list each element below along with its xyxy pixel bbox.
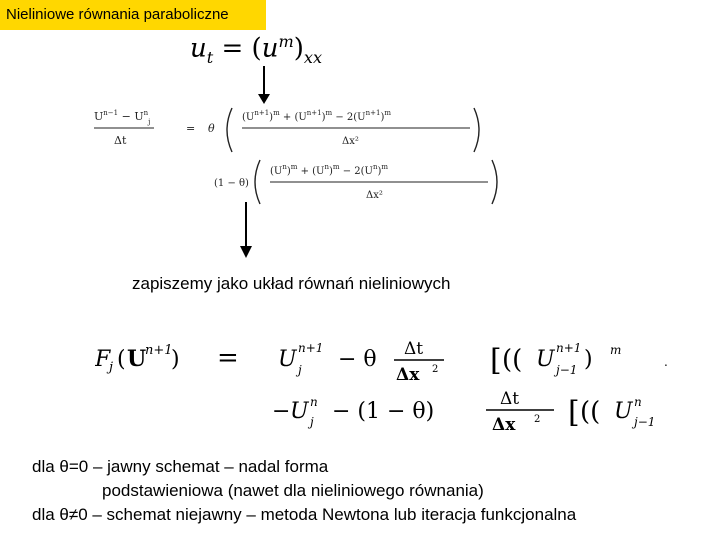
svg-text:j−1: j−1 [556, 363, 578, 377]
svg-text:j: j [310, 415, 314, 429]
svg-text:n+1: n+1 [298, 341, 324, 355]
svg-text:n: n [310, 395, 318, 409]
svg-text:U: U [127, 346, 147, 372]
svg-text:n+1: n+1 [145, 343, 173, 358]
svg-text:((: (( [580, 397, 601, 427]
svg-text:Δt: Δt [404, 339, 424, 359]
svg-text:− θ: − θ [338, 347, 377, 372]
svg-text:U: U [536, 347, 555, 372]
svg-text:j: j [109, 360, 114, 375]
svg-text:Δx²: Δx² [366, 190, 383, 201]
svg-text:m: m [610, 343, 622, 357]
caption-text: zapiszemy jako układ równań nieliniowych [132, 274, 451, 293]
svg-text:F: F [95, 347, 111, 372]
svg-text:j: j [298, 363, 302, 377]
svg-text:): ) [171, 347, 180, 372]
discretization-formula [92, 100, 512, 210]
svg-text:U: U [614, 399, 633, 424]
svg-text:Δt: Δt [114, 134, 127, 147]
svg-text:2: 2 [534, 414, 541, 425]
system-rhs [268, 332, 688, 442]
svg-text:Un−1 − Unj: $U^{n-1} - U^n_j$ [94, 109, 151, 126]
svg-text:[: [ [490, 343, 502, 378]
svg-text:− (1 − θ): − (1 − θ) [332, 399, 435, 424]
svg-text:.: . [664, 355, 668, 369]
svg-text:): ) [584, 347, 593, 372]
svg-text:(1 − θ): (1 − θ) [214, 178, 249, 189]
svg-text:=: = [217, 343, 239, 373]
slide-title: Nieliniowe równania paraboliczne [0, 0, 266, 30]
svg-text:U: U [290, 399, 309, 424]
main-equation: $u_t = (u^m)_{xx}$ [190, 32, 323, 67]
svg-text:n+1: n+1 [556, 341, 582, 355]
svg-text:θ: θ [208, 122, 215, 135]
svg-text:Δx²: Δx² [342, 136, 359, 147]
svg-text:[: [ [568, 395, 580, 430]
svg-text:Δx: Δx [492, 415, 516, 435]
svg-text:U: U [278, 347, 297, 372]
svg-text:Δx: Δx [396, 365, 420, 385]
svg-text:(: ( [117, 347, 126, 372]
svg-text:(Un)m + (Un)m − 2(Un)m: $(U^n)^m + (U^n)^m - 2(U^n)^m$ [270, 163, 389, 177]
svg-text:Δt: Δt [500, 389, 520, 409]
svg-text:=: = [186, 122, 196, 135]
svg-text:((: (( [502, 345, 523, 375]
svg-text:−: − [272, 399, 291, 424]
note-line-1: dla θ=0 – jawny schemat – nadal forma [32, 457, 329, 476]
note-line-3: dla θ≠0 – schemat niejawny – metoda Newtona lub iteracja funkcjonalna [32, 505, 577, 524]
svg-text:(Un+1)m + (Un+1)m − 2(Un+1)m: $(U^{n+1})^m + (U^{n+1})^m - 2(U^{n+1})^m$ [242, 109, 391, 123]
system-lhs [95, 338, 265, 378]
down-arrow-2 [236, 202, 256, 260]
svg-text:2: 2 [432, 364, 439, 375]
notes-block [32, 455, 692, 527]
note-line-2: podstawieniowa (nawet dla nieliniowego równania) [102, 481, 484, 500]
svg-text:n: n [634, 395, 642, 409]
svg-text:j−1: j−1 [634, 415, 656, 429]
